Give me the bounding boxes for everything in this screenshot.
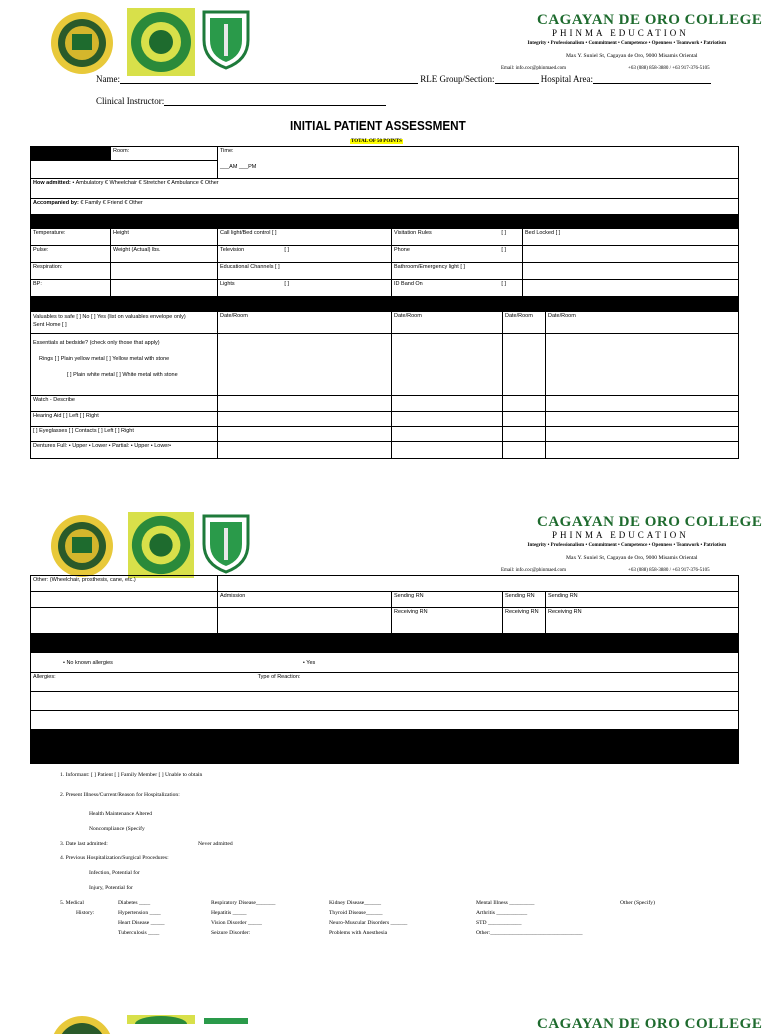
date-last-admitted-line[interactable]: 3. Date last admitted: (60, 841, 108, 847)
blank-cell (503, 442, 546, 459)
college-phone: +63 (088) 858-3880 / +63 917-376-5105 (628, 568, 710, 573)
allergies-row[interactable]: Allergies: Type of Reaction: (31, 673, 739, 692)
college-subtitle: PHINMA EDUCATION (552, 530, 689, 540)
blank-cell (218, 396, 392, 412)
ampm-cell[interactable]: ___AM ___PM (218, 161, 739, 179)
nursing-shield-logo (202, 514, 250, 574)
mental-illness-item[interactable]: Mental Illness _________ (476, 900, 535, 906)
date-room-cell[interactable]: Date/Room (218, 312, 392, 334)
temperature-cell[interactable]: Temperature: (31, 229, 111, 246)
college-phone: +63 (088) 858-3880 / +63 917-376-5105 (628, 66, 710, 71)
college-seal-logo (44, 10, 120, 76)
blank-cell (111, 263, 218, 280)
blank-cell (546, 412, 739, 427)
other-devices-cell[interactable]: Other: (Wheelchair, prosthesis, cane, etc.) (31, 576, 218, 592)
college-seal-logo (44, 1014, 120, 1034)
room-value-cell[interactable] (31, 161, 218, 179)
nursing-shield-logo (202, 10, 250, 70)
never-admitted-line[interactable]: Never admitted (198, 841, 233, 847)
valuables-cell[interactable]: Valuables to safe [ ] No [ ] Yes (list on valuables envelope only) Sent Home [ ] (31, 312, 218, 334)
patient-label-block (31, 147, 111, 161)
clinical-instructor-field[interactable] (96, 96, 386, 106)
medical-label: 5. Medical (60, 900, 84, 906)
receiving-rn-cell[interactable]: Receiving RN (392, 608, 503, 634)
std-item[interactable]: STD ____________ (476, 920, 522, 926)
hypertension-item[interactable]: Hypertension ____ (118, 910, 161, 916)
assessment-table-page1 (30, 146, 739, 459)
health-maintenance-line[interactable]: Health Maintenance Altered (89, 811, 153, 817)
heart-disease-item[interactable]: Heart Disease _____ (118, 920, 165, 926)
college-email: Email: info.coc@phinmaed.com (501, 66, 567, 71)
blank-cell (503, 412, 546, 427)
hepatitis-item[interactable]: Hepatitis _____ (211, 910, 247, 916)
college-subtitle: PHINMA EDUCATION (552, 28, 689, 38)
time-cell[interactable]: Time: (218, 147, 739, 161)
blank-cell (31, 608, 218, 634)
other-specify-item[interactable]: Other (Specify) (620, 900, 655, 906)
previous-hospitalization-line[interactable]: 4. Previous Hospitalization/Surgical Procedures: (60, 855, 169, 861)
anesthesia-item[interactable]: Problems with Anesthesia (329, 930, 388, 936)
date-room-cell[interactable]: Date/Room (392, 312, 503, 334)
bathroom-cell[interactable]: Bathroom/Emergency light [ ] (392, 263, 523, 280)
form-title: INITIAL PATIENT ASSESSMENT (290, 118, 466, 133)
respiration-cell[interactable]: Respiration: (31, 263, 111, 280)
noncompliance-line[interactable]: Noncompliance (Specify (89, 826, 145, 832)
blank-cell (31, 592, 218, 608)
name-field[interactable] (96, 74, 711, 84)
watch-cell[interactable]: Watch - Describe (31, 396, 218, 412)
television-cell[interactable]: Television [ ] (218, 246, 392, 263)
accreditation-logo (127, 512, 195, 578)
eyeglasses-cell[interactable]: [ ] Eyeglasses [ ] Contacts [ ] Left [ ] Right (31, 427, 218, 442)
nursing-shield-logo (202, 1016, 250, 1024)
valuables-header-bar (31, 297, 739, 312)
infection-line[interactable]: Infection, Potential for (89, 870, 140, 876)
pulse-cell[interactable]: Pulse: (31, 246, 111, 263)
blank-cell (392, 412, 503, 427)
dentures-cell[interactable]: Dentures Full: • Upper • Lower • Partial: • Upper • Lower• (31, 442, 218, 459)
informant-line[interactable]: 1. Informant: [ ] Patient [ ] Family Member [ ] Unable to obtain (60, 772, 203, 778)
allergies-header-bar (31, 634, 739, 653)
essentials-cell[interactable]: Essentials at bedside? (check only those that apply) Rings [ ] Plain yellow metal [ ] Yellow metal with stone [ ] Plain white metal [ ] White metal with stone (31, 334, 218, 396)
accompanied-by-row[interactable]: Accompanied by: € Family € Friend € Other (31, 199, 739, 215)
present-illness-line[interactable]: 2. Present Illness/Current/Reason for Hospitalization: (60, 792, 180, 798)
college-name: CAGAYAN DE ORO COLLEGE (537, 514, 763, 530)
blank-cell (523, 263, 739, 280)
date-room-cell[interactable]: Date/Room (503, 312, 546, 334)
history-header-bar (31, 730, 739, 764)
height-cell[interactable]: Height (111, 229, 218, 246)
rle-group-label: RLE Group/Section: (420, 74, 495, 84)
blank-cell (218, 442, 392, 459)
phone-cell[interactable]: Phone [ ] (392, 246, 523, 263)
blank-cell (523, 280, 739, 297)
blank-cell (546, 334, 739, 396)
kidney-item[interactable]: Kidney Disease______ (329, 900, 382, 906)
blank-cell (218, 412, 392, 427)
blank-cell (392, 334, 503, 396)
college-name: CAGAYAN DE ORO COLLEGE (537, 1016, 763, 1032)
name-label: Name: (96, 74, 120, 84)
blank-cell (218, 608, 392, 634)
blank-row[interactable] (31, 711, 739, 730)
allergy-options-row[interactable]: • No known allergies • Yes (31, 653, 739, 673)
respiratory-item[interactable]: Respiratory Disease_______ (211, 900, 276, 906)
date-room-cell[interactable]: Date/Room (546, 312, 739, 334)
vision-item[interactable]: Vision Disorder _____ (211, 920, 262, 926)
seizure-item[interactable]: Seizure Disorder: (211, 930, 251, 936)
receiving-rn-cell[interactable]: Receiving RN (546, 608, 739, 634)
blank-cell (523, 246, 739, 263)
blank-cell (503, 396, 546, 412)
injury-line[interactable]: Injury, Potential for (89, 885, 133, 891)
accreditation-logo (127, 8, 195, 76)
bed-locked-cell[interactable]: Bed Locked [ ] (523, 229, 739, 246)
sending-rn-cell[interactable]: Sending RN (503, 592, 546, 608)
admission-cell[interactable]: Admission (218, 592, 392, 608)
clinical-instructor-label: Clinical Instructor: (96, 96, 165, 106)
blank-cell (392, 396, 503, 412)
blank-cell (111, 280, 218, 297)
blank-cell (503, 334, 546, 396)
accreditation-logo (127, 1015, 195, 1024)
weight-cell[interactable]: Weight (Actual) lbs. (111, 246, 218, 263)
vitals-header-bar (31, 215, 739, 229)
how-admitted-row[interactable]: How admitted: • Ambulatory € Wheelchair € Stretcher € Ambulance € Other (31, 179, 739, 199)
blank-cell (546, 427, 739, 442)
visitation-cell[interactable]: Visitation Rules [ ] (392, 229, 523, 246)
college-values: Integrity • Professionalism • Commitment • Competence • Openness • Teamwork • Patriotism (527, 41, 726, 46)
call-light-cell[interactable]: Call light/Bed control [ ] (218, 229, 392, 246)
sending-rn-cell[interactable]: Sending RN (392, 592, 503, 608)
blank-cell (392, 427, 503, 442)
hospital-area-label: Hospital Area: (540, 74, 593, 84)
room-cell[interactable]: Room: (111, 147, 218, 161)
college-email: Email: info.coc@phinmaed.com (501, 568, 567, 573)
total-points: TOTAL OF 50 POINTS (351, 139, 402, 144)
college-values: Integrity • Professionalism • Commitment • Competence • Openness • Teamwork • Patriotism (527, 543, 726, 548)
college-address: Max Y. Suniel St, Cagayan de Oro, 9000 Misamis Oriental (566, 53, 698, 59)
lights-cell[interactable]: Lights [ ] (218, 280, 392, 297)
college-name: CAGAYAN DE ORO COLLEGE (537, 12, 763, 28)
college-address: Max Y. Suniel St, Cagayan de Oro, 9000 Misamis Oriental (566, 555, 698, 561)
neuro-item[interactable]: Neuro-Muscular Disorders ______ (329, 920, 408, 926)
receiving-rn-cell[interactable]: Receiving RN (503, 608, 546, 634)
id-band-cell[interactable]: ID Band On [ ] (392, 280, 523, 297)
blank-cell (218, 427, 392, 442)
other-item[interactable]: Other:_________________________________ (476, 930, 583, 936)
thyroid-item[interactable]: Thyroid Disease______ (329, 910, 383, 916)
edu-channels-cell[interactable]: Educational Channels [ ] (218, 263, 392, 280)
assessment-table-page2 (30, 575, 739, 764)
sending-rn-cell[interactable]: Sending RN (546, 592, 739, 608)
tuberculosis-item[interactable]: Tuberculosis ____ (118, 930, 160, 936)
bp-cell[interactable]: BP: (31, 280, 111, 297)
blank-cell (546, 442, 739, 459)
blank-cell (503, 427, 546, 442)
history-label: History: (76, 910, 95, 916)
blank-cell (546, 396, 739, 412)
blank-cell (392, 442, 503, 459)
blank-cell (218, 576, 739, 592)
blank-row[interactable] (31, 692, 739, 711)
hearing-aid-cell[interactable]: Hearing Aid [ ] Left [ ] Right (31, 412, 218, 427)
diabetes-item[interactable]: Diabetes ____ (118, 900, 151, 906)
college-seal-logo (44, 513, 120, 579)
blank-cell (218, 334, 392, 396)
arthritis-item[interactable]: Arthritis ___________ (476, 910, 528, 916)
